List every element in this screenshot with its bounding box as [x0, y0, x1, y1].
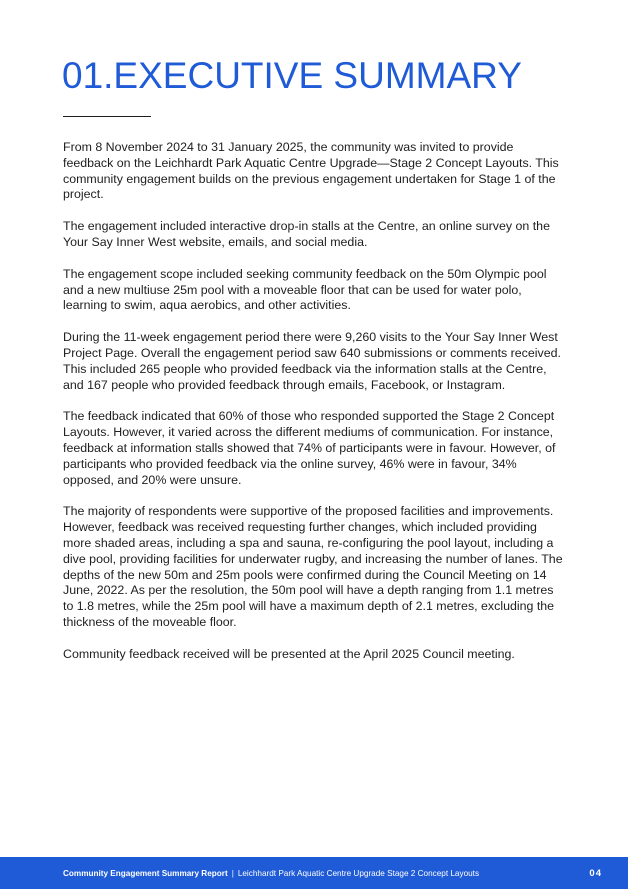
- paragraph-next-steps: Community feedback received will be presented at the April 2025 Council meeting.: [63, 646, 515, 661]
- footer-separator: |: [231, 868, 234, 878]
- footer-project-name: Leichhardt Park Aquatic Centre Upgrade Stage 2 Concept Layouts: [237, 868, 480, 878]
- footer-report-name: Community Engagement Summary Report: [63, 868, 228, 878]
- page-number: 04: [589, 867, 602, 879]
- page-footer: [0, 857, 628, 889]
- body-text: [63, 140, 563, 679]
- paragraph-engagement-scope: The engagement scope included seeking community feedback on the 50m Olympic pool and a new multiuse 25m pool with a moveable floor that can be used for water polo, learning to swim, aqua aerobics, and other activities.: [63, 266, 547, 313]
- paragraph-engagement-methods: The engagement included interactive drop-in stalls at the Centre, an online survey on the Your Say Inner West website, emails, and social media.: [63, 219, 550, 249]
- footer-caption: [63, 869, 479, 878]
- page-title: 01.EXECUTIVE SUMMARY: [62, 55, 522, 96]
- paragraph-engagement-statistics: During the 11-week engagement period there were 9,260 visits to the Your Say Inner West Project Page. Overall the engagement period saw 640 submissions or comments received. This included 265 people who provided feedback via the information stalls at the Centre, and 167 people who provided feedback through emails, Facebook, or Instagram.: [63, 330, 561, 392]
- title-underline: [63, 116, 151, 117]
- paragraph-requested-changes: The majority of respondents were supportive of the proposed facilities and improvements. However, feedback was received requesting further changes, which included providing more shaded areas, including a spa and sauna, re-configuring the pool layout, including a dive pool, providing facilities for underwater rugby, and increasing the number of lanes. The depths of the new 50m and 25m pools were confirmed during the Council Meeting on 14 June, 2022. As per the resolution, the 50m pool will have a depth ranging from 1.1 metres to 1.8 metres, while the 25m pool will have a maximum depth of 2.1 metres, excluding the thickness of the moveable floor.: [63, 504, 563, 629]
- paragraph-feedback-results: The feedback indicated that 60% of those who responded supported the Stage 2 Concept Layouts. However, it varied across the different mediums of communication. For instance, feedback at information stalls showed that 74% of participants were in favour. However, of participants who provided feedback via the online survey, 46% were in favour, 34% opposed, and 20% were unsure.: [63, 409, 556, 487]
- paragraph-engagement-period: From 8 November 2024 to 31 January 2025, the community was invited to provide feedback on the Leichhardt Park Aquatic Centre Upgrade—Stage 2 Concept Layouts. This community engagement builds on the previous engagement undertaken for Stage 1 of the project.: [63, 140, 559, 202]
